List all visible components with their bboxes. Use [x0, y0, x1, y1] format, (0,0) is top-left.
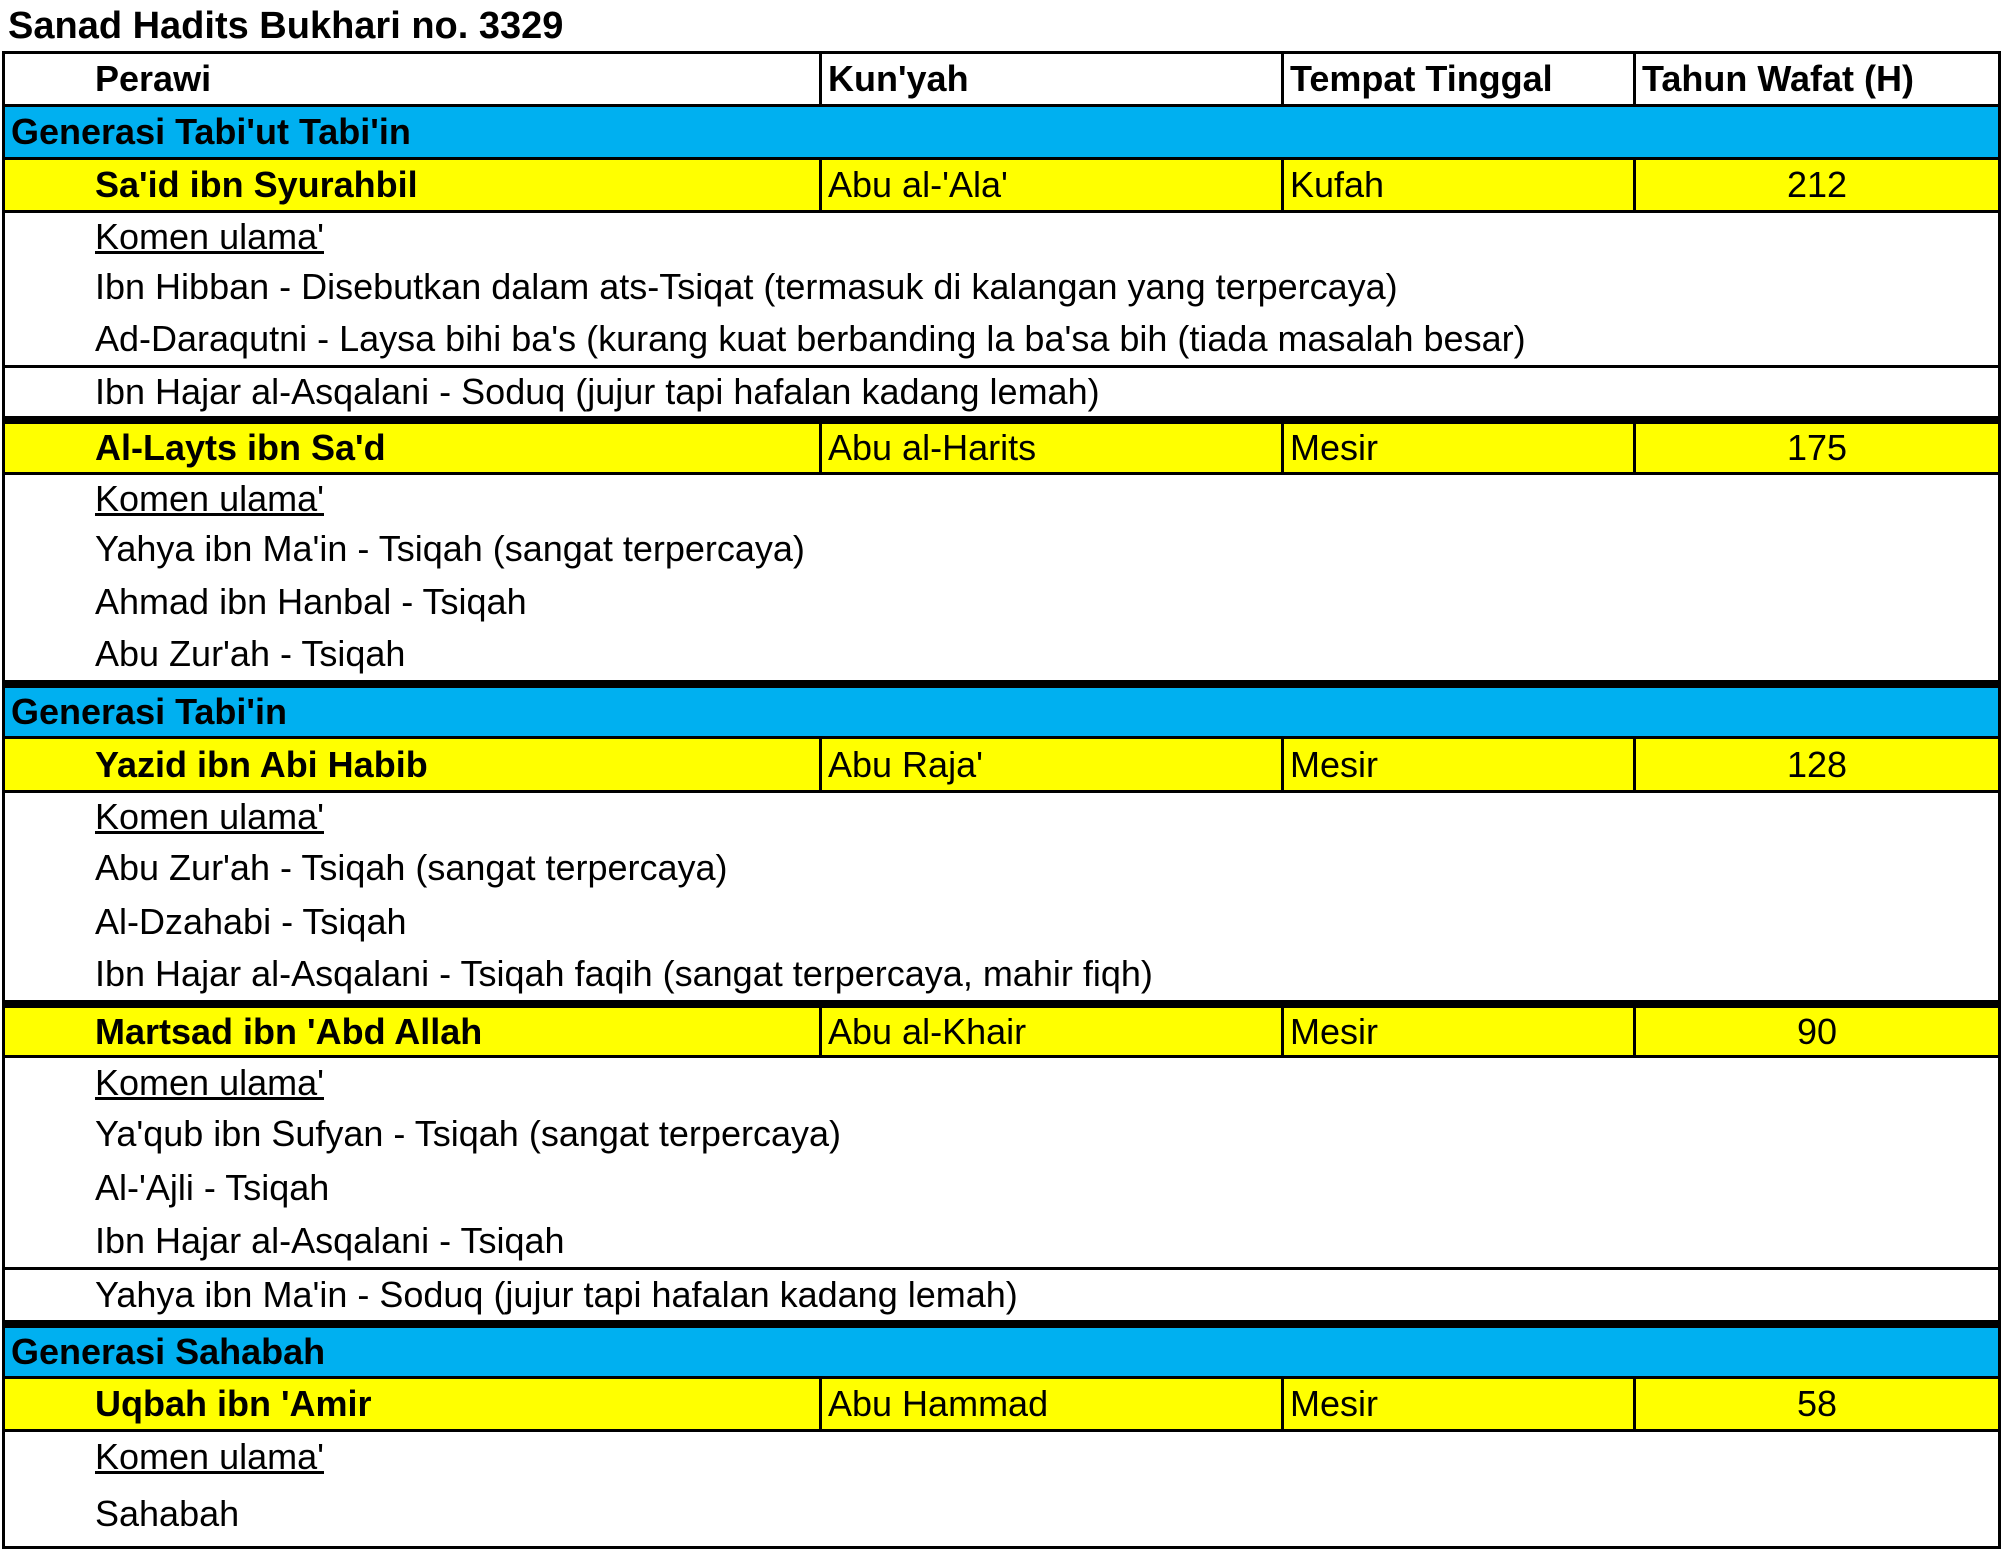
komen-row [5, 210, 1998, 260]
narrator-row [5, 736, 1998, 790]
generation-label: Generasi Tabi'ut Tabi'in [11, 111, 411, 152]
narrator-name: Al-Layts ibn Sa'd [95, 427, 386, 468]
comment-text: Ahmad ibn Hanbal - Tsiqah [95, 580, 527, 622]
komen-row [5, 472, 1998, 522]
narrator-tempat: Mesir [1281, 424, 1633, 472]
comment-text: Abu Zur'ah - Tsiqah [95, 633, 406, 674]
komen-row [5, 1055, 1998, 1107]
narrator-kunyah: Abu Raja' [819, 739, 1281, 790]
narrator-row [5, 1376, 1998, 1429]
comment-text: Yahya ibn Ma'in - Tsiqah (sangat terpercaya) [95, 527, 805, 569]
comment-text: Ibn Hajar al-Asqalani - Soduq (jujur tapi hafalan kadang lemah) [95, 371, 1100, 412]
comment-text: Al-Dzahabi - Tsiqah [95, 900, 407, 942]
comment-row [5, 260, 1998, 313]
comment-text: Abu Zur'ah - Tsiqah (sangat terpercaya) [95, 847, 728, 888]
narrator-kunyah: Abu Hammad [819, 1379, 1281, 1429]
comment-row [5, 522, 1998, 575]
narrator-kunyah: Abu al-Harits [819, 424, 1281, 472]
sheet-title: Sanad Hadits Bukhari no. 3329 [8, 5, 564, 47]
komen-label: Komen ulama' [95, 1061, 324, 1103]
narrator-kunyah: Abu al-'Ala' [819, 160, 1281, 210]
comment-row [5, 1161, 1998, 1214]
comment-text: Ad-Daraqutni - Laysa bihi ba's (kurang kuat berbanding la ba'sa bih (tiada masalah besar) [95, 318, 1526, 359]
comment-row [5, 628, 1998, 680]
header-row [5, 54, 1998, 104]
comment-text: Ibn Hajar al-Asqalani - Tsiqah [95, 1219, 565, 1261]
comment-row [5, 365, 1998, 416]
sanad-table [2, 51, 2001, 1549]
narrator-row [5, 416, 1998, 472]
comment-text: Ya'qub ibn Sufyan - Tsiqah (sangat terpercaya) [95, 1113, 841, 1154]
komen-row [5, 790, 1998, 841]
komen-label: Komen ulama' [95, 1435, 324, 1477]
narrator-name: Sa'id ibn Syurahbil [95, 164, 418, 205]
header-wafat: Tahun Wafat (H) [1633, 54, 1998, 104]
generation-row [5, 104, 1998, 157]
narrator-tempat: Mesir [1281, 1379, 1633, 1429]
comment-row [5, 1107, 1998, 1161]
comment-text: Ibn Hibban - Disebutkan dalam ats-Tsiqat (termasuk di kalangan yang terpercaya) [95, 265, 1398, 307]
komen-label: Komen ulama' [95, 215, 324, 257]
comment-row [5, 313, 1998, 365]
narrator-kunyah: Abu al-Khair [819, 1008, 1281, 1055]
comment-row [5, 1267, 1998, 1320]
comment-text: Ibn Hajar al-Asqalani - Tsiqah faqih (sangat terpercaya, mahir fiqh) [95, 953, 1153, 994]
comment-row [5, 1481, 1998, 1546]
comment-row [5, 575, 1998, 628]
comment-row [5, 1214, 1998, 1267]
comment-text: Yahya ibn Ma'in - Soduq (jujur tapi hafalan kadang lemah) [95, 1274, 1018, 1315]
generation-label: Generasi Tabi'in [11, 691, 287, 732]
generation-row [5, 680, 1998, 736]
header-perawi: Perawi [95, 58, 212, 99]
narrator-name: Martsad ibn 'Abd Allah [95, 1010, 483, 1052]
generation-row [5, 1320, 1998, 1376]
header-kunyah: Kun'yah [819, 54, 1281, 104]
narrator-name: Yazid ibn Abi Habib [95, 743, 428, 785]
narrator-wafat: 58 [1633, 1379, 1998, 1429]
comment-row [5, 841, 1998, 895]
narrator-wafat: 175 [1633, 424, 1998, 472]
header-tempat: Tempat Tinggal [1281, 54, 1633, 104]
generation-label: Generasi Sahabah [11, 1331, 326, 1372]
komen-label: Komen ulama' [95, 477, 324, 519]
komen-row [5, 1429, 1998, 1481]
narrator-wafat: 128 [1633, 739, 1998, 790]
comment-text: Sahabah [95, 1492, 240, 1534]
comment-row [5, 895, 1998, 948]
narrator-tempat: Kufah [1281, 160, 1633, 210]
narrator-wafat: 212 [1633, 160, 1998, 210]
narrator-name: Uqbah ibn 'Amir [95, 1383, 372, 1424]
narrator-row [5, 1000, 1998, 1055]
comment-row [5, 948, 1998, 1000]
narrator-wafat: 90 [1633, 1008, 1998, 1055]
narrator-tempat: Mesir [1281, 739, 1633, 790]
narrator-row [5, 157, 1998, 210]
narrator-tempat: Mesir [1281, 1008, 1633, 1055]
komen-label: Komen ulama' [95, 796, 324, 837]
comment-text: Al-'Ajli - Tsiqah [95, 1166, 330, 1208]
